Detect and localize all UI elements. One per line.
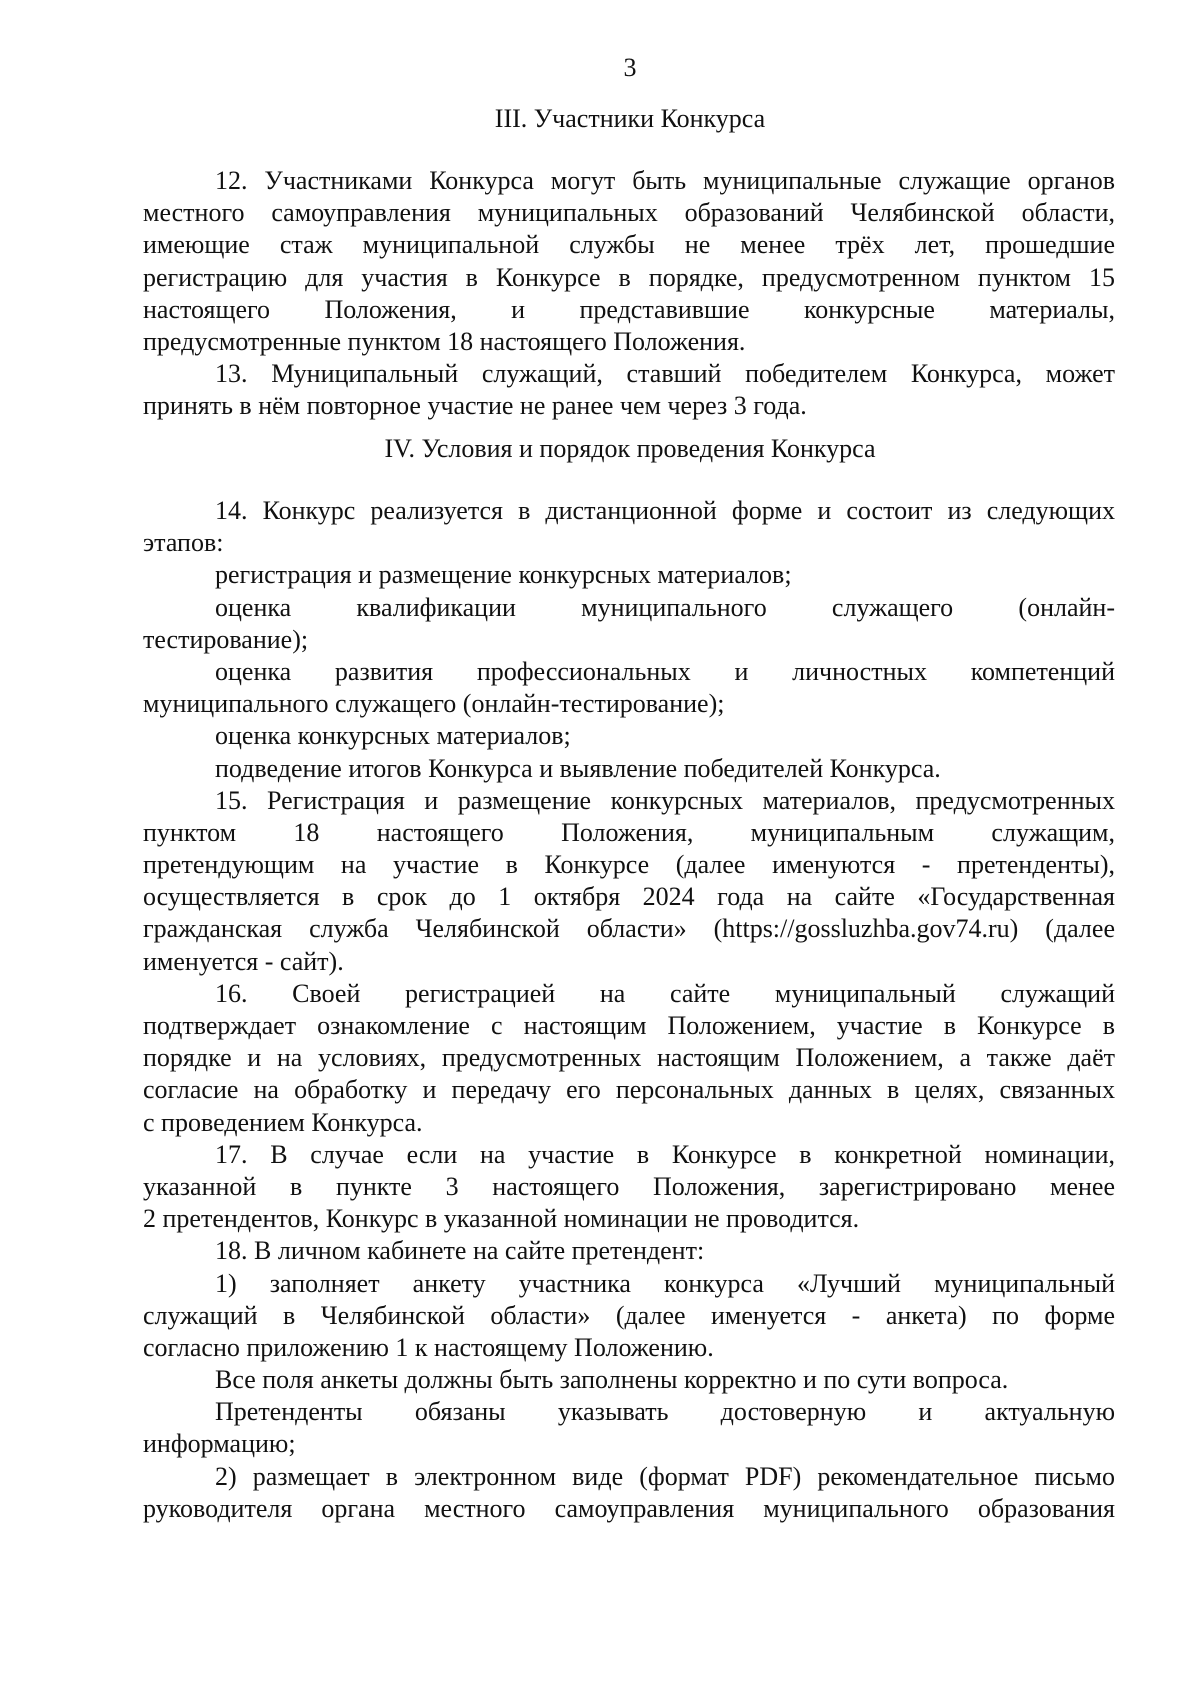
text-line: тестирование); <box>143 624 309 654</box>
text-line: 16. Своей регистрацией на сайте муниципальный служащий <box>215 978 1115 1008</box>
text-line: оценка квалификации муниципального служащего (онлайн- <box>215 592 1115 622</box>
text-line: 13. Муниципальный служащий, ставший победителем Конкурса, может <box>215 359 1115 389</box>
section-participants-body <box>143 165 1115 423</box>
text-line: местного самоуправления муниципальных образований Челябинской области, <box>143 198 1115 228</box>
text-line: гражданская служба Челябинской области» (https://gossluzhba.gov74.ru) (далее <box>143 914 1115 944</box>
text-line: 18. В личном кабинете на сайте претендент: <box>215 1236 705 1266</box>
text-line: с проведением Конкурса. <box>143 1107 423 1137</box>
page-number: 3 <box>623 53 637 82</box>
text-line: предусмотренные пунктом 18 настоящего Положения. <box>143 326 746 356</box>
text-line: 2) размещает в электронном виде (формат PDF) рекомендательное письмо <box>215 1461 1115 1491</box>
section-conditions-body <box>143 495 1115 1525</box>
text-line: 14. Конкурс реализуется в дистанционной форме и состоит из следующих <box>215 496 1115 525</box>
text-line: имеющие стаж муниципальной службы не менее трёх лет, прошедшие <box>143 230 1115 260</box>
text-line: согласно приложению 1 к настоящему Положению. <box>143 1332 714 1362</box>
text-line: указанной в пункте 3 настоящего Положения, зарегистрировано менее <box>143 1171 1115 1201</box>
text-line: регистрация и размещение конкурсных материалов; <box>215 560 792 590</box>
text-line: оценка конкурсных материалов; <box>215 721 571 751</box>
text-line: оценка развития профессиональных и личностных компетенций <box>215 656 1115 686</box>
text-line: согласие на обработку и передачу его персональных данных в целях, связанных <box>143 1075 1115 1105</box>
text-line: 15. Регистрация и размещение конкурсных материалов, предусмотренных <box>215 785 1115 815</box>
text-line: 12. Участниками Конкурса могут быть муниципальные служащие органов <box>215 166 1115 195</box>
section-heading-conditions: IV. Условия и порядок проведения Конкурса <box>384 434 876 463</box>
text-line: подтверждает ознакомление с настоящим Положением, участие в Конкурсе в <box>143 1011 1115 1040</box>
text-line: информацию; <box>143 1429 296 1459</box>
text-line: претендующим на участие в Конкурсе (далее именуются - претенденты), <box>143 850 1115 880</box>
section-heading-participants: III. Участники Конкурса <box>494 104 766 133</box>
text-line: настоящего Положения, и представившие конкурсные материалы, <box>143 294 1115 324</box>
text-line: служащий в Челябинской области» (далее именуется - анкета) по форме <box>143 1300 1115 1330</box>
text-line: пунктом 18 настоящего Положения, муниципальным служащим, <box>143 817 1115 847</box>
text-line: подведение итогов Конкурса и выявление победителей Конкурса. <box>215 753 941 783</box>
text-line: принять в нём повторное участие не ранее чем через 3 года. <box>143 391 807 421</box>
text-line: 17. В случае если на участие в Конкурсе в конкретной номинации, <box>215 1139 1115 1169</box>
text-line: этапов: <box>143 528 224 558</box>
text-line: именуется - сайт). <box>143 946 344 976</box>
text-line: руководителя органа местного самоуправления муниципального образования <box>143 1493 1115 1523</box>
text-line: 2 претендентов, Конкурс в указанной номинации не проводится. <box>143 1204 860 1234</box>
text-line: Все поля анкеты должны быть заполнены корректно и по сути вопроса. <box>215 1365 1009 1395</box>
text-line: осуществляется в срок до 1 октября 2024 года на сайте «Государственная <box>143 882 1115 912</box>
text-line: Претенденты обязаны указывать достоверную и актуальную <box>215 1397 1115 1427</box>
text-line: регистрацию для участия в Конкурсе в порядке, предусмотренном пунктом 15 <box>143 262 1115 292</box>
text-line: порядке и на условиях, предусмотренных настоящим Положением, а также даёт <box>143 1043 1115 1073</box>
text-line: 1) заполняет анкету участника конкурса «Лучший муниципальный <box>215 1268 1115 1298</box>
text-line: муниципального служащего (онлайн-тестирование); <box>143 689 725 719</box>
